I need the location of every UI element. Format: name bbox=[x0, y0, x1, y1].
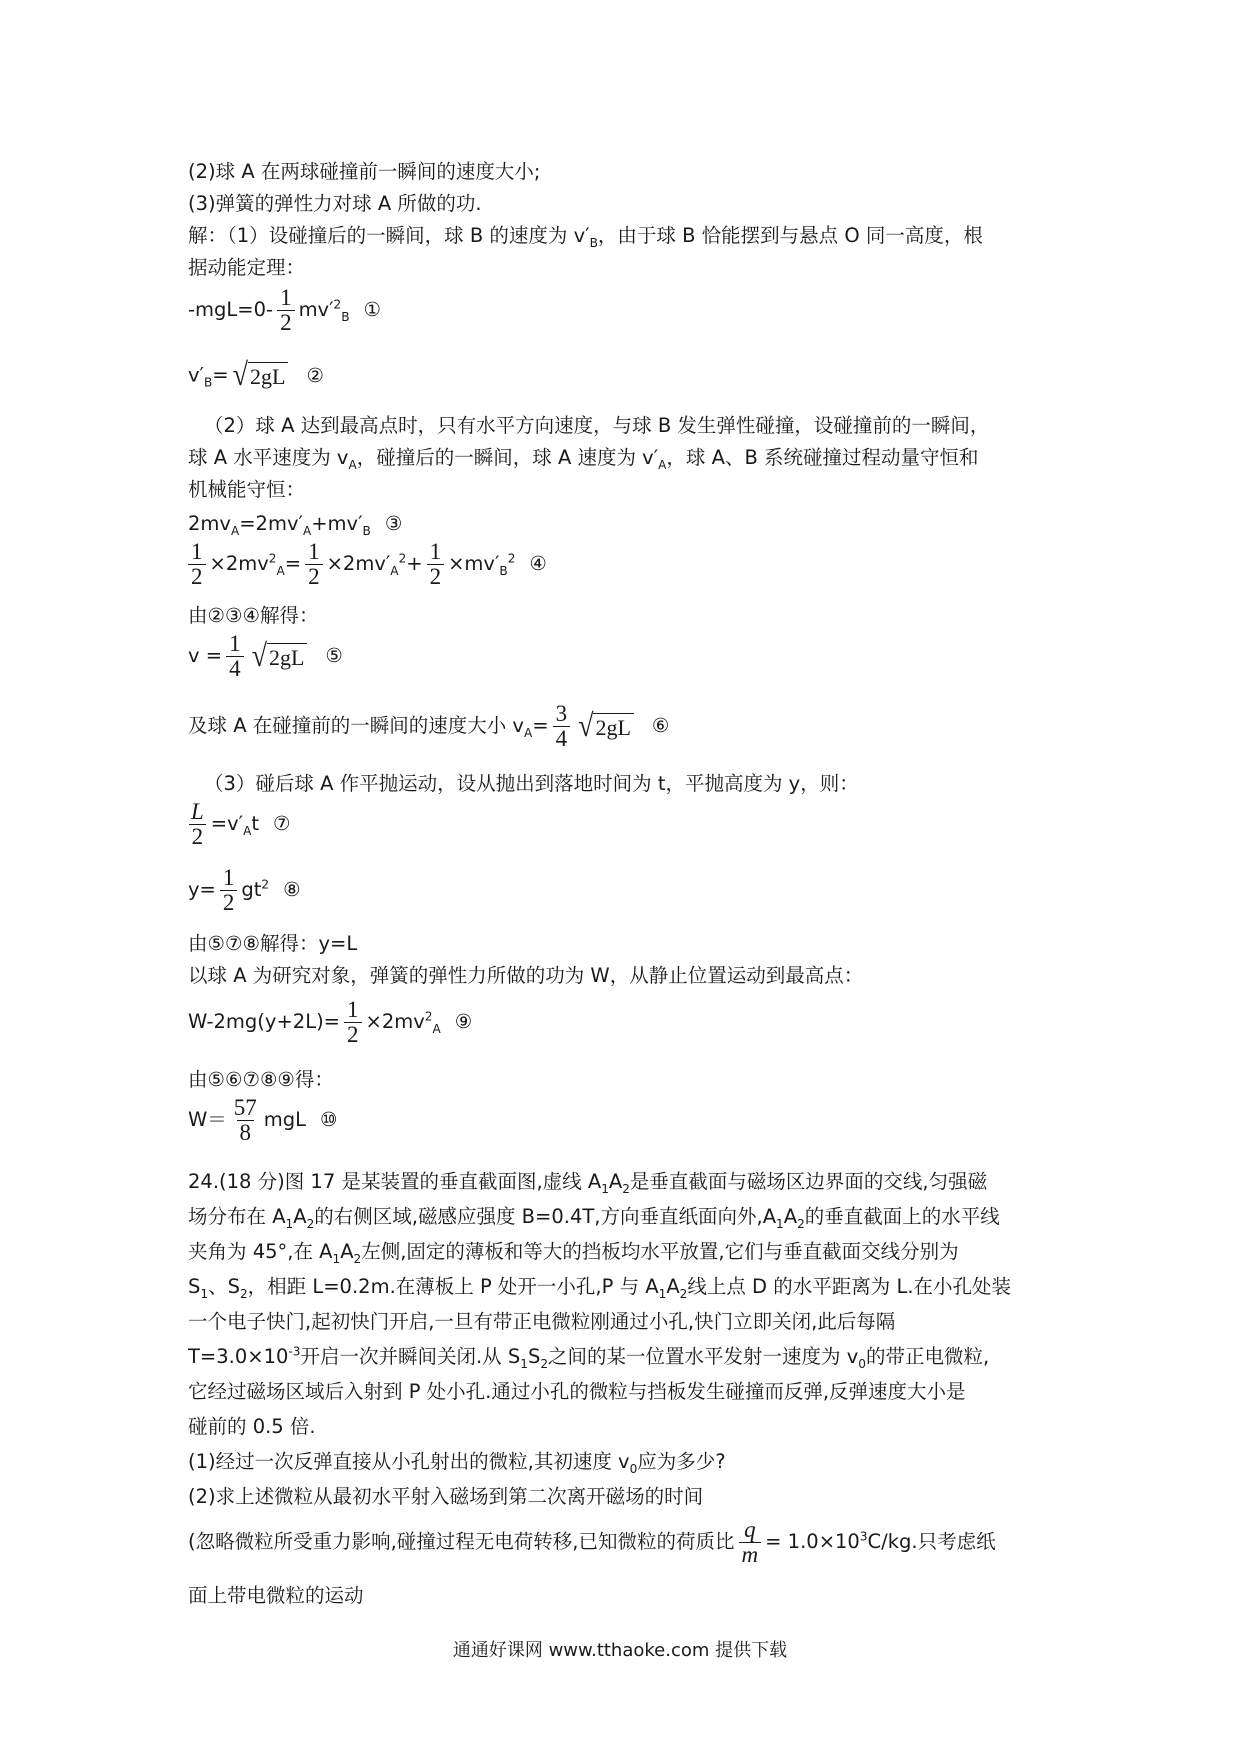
part-3-line-1: （3）碰后球 A 作平抛运动，设从抛出到落地时间为 t，平抛高度为 y，则： bbox=[204, 772, 859, 795]
solve-line-1: 由②③④解得： bbox=[188, 604, 319, 627]
question-24-line-5: 一个电子快门,起初快门开启,一旦有带正电微粒刚通过小孔,快门立即关闭,此后每隔 bbox=[188, 1310, 896, 1333]
question-24-line-7: 它经过磁场区域后入射到 P 处小孔.通过小孔的微粒与挡板发生碰撞而反弹,反弹速度大小是 bbox=[188, 1380, 966, 1403]
solution-intro-cont: 据动能定理： bbox=[188, 256, 306, 279]
equation-2: $v'_B=$ √ 2gL ② bbox=[188, 357, 324, 394]
equation-4: $\frac{1}{2}$ $\times 2mv^2_A=$ $\frac{1}{2}$ $\times 2mv'_A^2+$ $\frac{1}{2}$ $\times mv'_B^2$ ④ bbox=[188, 540, 547, 589]
question-3-line: (3)弹簧的弹性力对球 A 所做的功. bbox=[188, 192, 482, 215]
question-2-line: (2)球 A 在两球碰撞前一瞬间的速度大小; bbox=[188, 160, 541, 183]
question-24-line-2: 场分布在 $A_1A_2$的右侧区域,磁感应强度 B=0.4T,方向垂直纸面向外$,A_1A_2$的垂直截面上的水平线 bbox=[188, 1205, 1000, 1231]
question-24-sub-1: (1)经过一次反弹直接从小孔射出的微粒,其初速度 $v_0$应为多少? bbox=[188, 1450, 726, 1476]
solution-intro: 解：（1）设碰撞后的一瞬间，球 B 的速度为 $v'_B$，由于球 B 恰能摆到与悬点 O 同一高度，根 bbox=[188, 224, 983, 250]
question-24-line-6: $T=3.0\times 10^{-3}$开启一次并瞬间关闭.从 $S_1S_2$之间的某一位置水平发射一速度为 $v_0$的带正电微粒, bbox=[188, 1344, 990, 1371]
part-2-line-3: 机械能守恒： bbox=[188, 478, 306, 501]
page-footer: 通通好课网 www.tthaoke.com 提供下载 bbox=[452, 1640, 788, 1661]
part-2-line-2: 球 A 水平速度为 $v_A$，碰撞后的一瞬间，球 A 速度为 $v'_A$，球 A、B 系统碰撞过程动量守恒和 bbox=[188, 446, 979, 472]
part-2-line-1: （2）球 A 达到最高点时，只有水平方向速度，与球 B 发生弹性碰撞，设碰撞前的一瞬间， bbox=[204, 414, 990, 437]
question-24-note: (忽略微粒所受重力影响,碰撞过程无电荷转移,已知微粒的荷质比 $\frac{q}{m}$ = $1.0\times 10^3C/kg$.只考虑纸 bbox=[188, 1517, 996, 1568]
equation-3: $2mv_A=2mv'_A+mv'_B$ ③ bbox=[188, 512, 403, 538]
question-24-line-1: 24.(18 分)图 17 是某装置的垂直截面图,虚线 $A_1A_2$是垂直截面与磁场区边界面的交线,匀强磁 bbox=[188, 1170, 988, 1196]
question-24-line-4: $S_1$、$S_2$，相距 L=0.2m.在薄板上 P 处开一小孔,P 与 $A_1A_2$线上点 D 的水平距离为 L.在小孔处装 bbox=[188, 1275, 1012, 1301]
question-24-line-3: 夹角为 45°,在 $A_1A_2$左侧,固定的薄板和等大的挡板均水平放置,它们与垂直截面交线分别为 bbox=[188, 1240, 959, 1266]
question-24-line-8: 碰前的 0.5 倍. bbox=[188, 1415, 316, 1438]
equation-6: 及球 A 在碰撞前的一瞬间的速度大小 $v_A=$ $\frac{3}{4}$ √ 2gL ⑥ bbox=[188, 701, 670, 752]
equation-7: $\frac{L}{2}$ $=v'_At$ ⑦ bbox=[188, 800, 291, 849]
equation-8: y= $\frac{1}{2}$ $gt^2$ ⑧ bbox=[188, 865, 301, 916]
equation-1: -mgL=0- $\frac{1}{2}$ $mv'^2_B$ ① bbox=[188, 285, 381, 336]
sqrt-symbol: √ 2gL bbox=[233, 362, 289, 390]
equation-9: W-2mg(y+2L)= $\frac{1}{2}$ $\times 2mv^2_A$ ⑨ bbox=[188, 997, 473, 1048]
solve-line-3: 由⑤⑥⑦⑧⑨得： bbox=[188, 1068, 334, 1091]
part-4-line: 以球 A 为研究对象，弹簧的弹性力所做的功为 W，从静止位置运动到最高点： bbox=[188, 964, 864, 987]
solve-line-2: 由⑤⑦⑧解得：y=L bbox=[188, 932, 358, 955]
equation-10: W＝ $\frac{57}{8}$ mgL ⑩ bbox=[188, 1095, 338, 1146]
equation-5: v = $\frac{1}{4}$ √ 2gL ⑤ bbox=[188, 631, 343, 682]
question-24-sub-2: (2)求上述微粒从最初水平射入磁场到第二次离开磁场的时间 bbox=[188, 1485, 704, 1508]
question-24-note-cont: 面上带电微粒的运动 bbox=[188, 1584, 364, 1607]
